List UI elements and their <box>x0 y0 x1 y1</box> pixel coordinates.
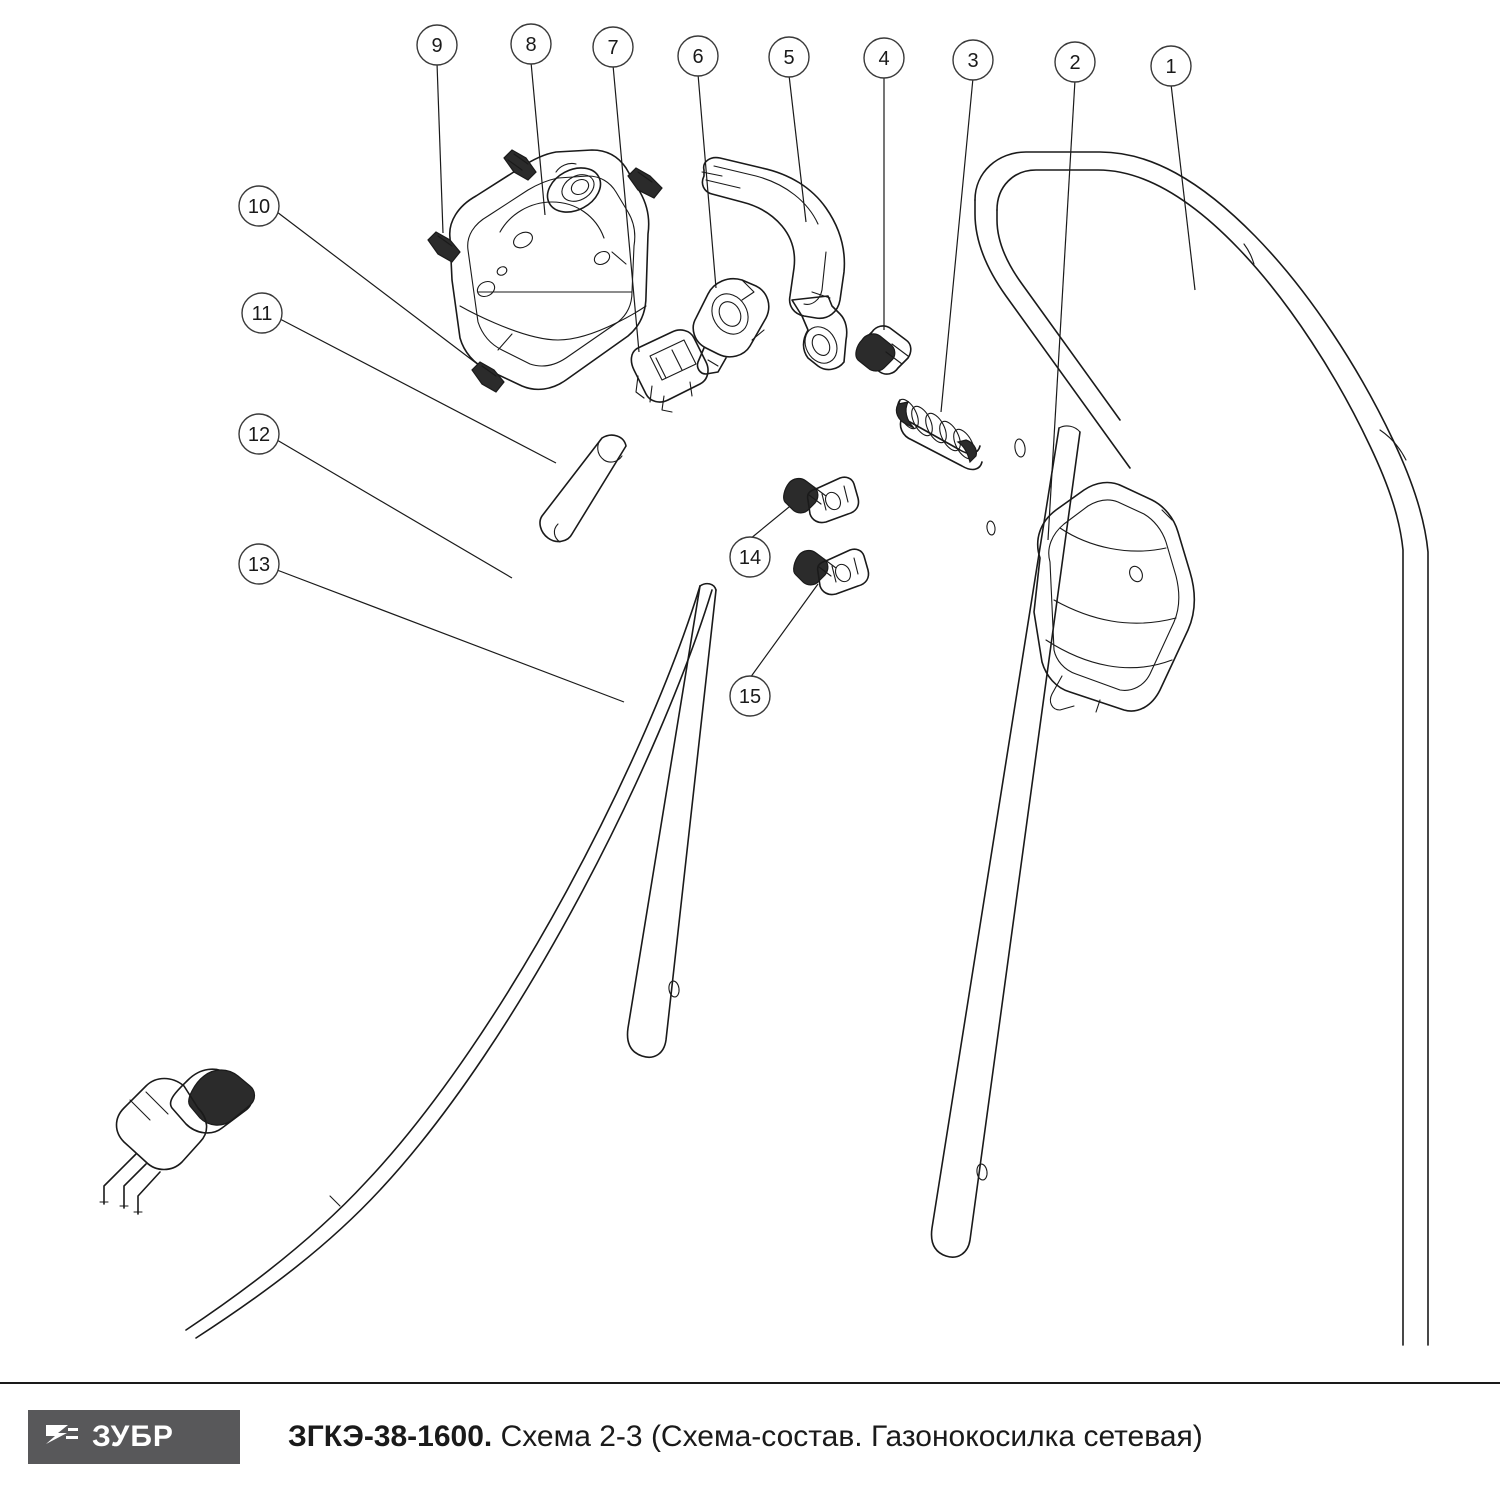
callout-7[interactable] <box>593 27 633 67</box>
callout-bubbles <box>239 24 1191 716</box>
callout-14-label: 14 <box>738 547 762 569</box>
leader-lines <box>277 62 1195 702</box>
callout-6[interactable] <box>678 36 718 76</box>
callout-12[interactable] <box>239 414 279 454</box>
scheme-description: Схема 2-3 (Схема-состав. Газонокосилка сетевая) <box>500 1420 1203 1453</box>
callout-14[interactable] <box>730 537 770 577</box>
callout-5-label: 5 <box>783 47 795 69</box>
callout-11-label: 11 <box>251 303 273 325</box>
part-switch-housing <box>450 150 649 389</box>
brand-logo <box>28 1410 240 1464</box>
footer <box>0 1382 1500 1500</box>
callout-11[interactable] <box>242 293 282 333</box>
brand-name: ЗУБР <box>92 1420 174 1453</box>
part-left-handle-tube <box>628 584 716 1058</box>
part-switch-block <box>631 330 708 412</box>
part-cable-clip-upper <box>784 477 859 522</box>
diagram-caption <box>288 1420 1203 1454</box>
callout-8[interactable] <box>511 24 551 64</box>
callout-13[interactable] <box>239 544 279 584</box>
part-screw-housing-side <box>628 168 662 198</box>
callout-4[interactable] <box>864 38 904 78</box>
callout-1-label: 1 <box>1165 56 1177 78</box>
callout-2-label: 2 <box>1069 52 1081 74</box>
callout-4-label: 4 <box>878 48 890 70</box>
callout-10-label: 10 <box>247 196 271 218</box>
footer-content <box>28 1410 1203 1464</box>
callout-9[interactable] <box>417 25 457 65</box>
callout-12-label: 12 <box>247 424 271 446</box>
part-bolt-short <box>856 326 911 374</box>
callout-9-label: 9 <box>431 35 443 57</box>
callout-5[interactable] <box>769 37 809 77</box>
callout-6-label: 6 <box>692 46 704 68</box>
part-safety-lever <box>702 158 847 370</box>
callout-13-label: 13 <box>247 554 271 576</box>
zubr-arrow-icon <box>42 1420 82 1454</box>
part-cable-clip-lower <box>794 549 869 594</box>
callout-3[interactable] <box>953 40 993 80</box>
callout-7-label: 7 <box>607 37 619 59</box>
part-screw-9 <box>428 232 460 262</box>
callout-10[interactable] <box>239 186 279 226</box>
part-screw-10 <box>472 362 504 392</box>
model-number: ЗГКЭ-38-1600. <box>288 1420 493 1453</box>
part-power-cord-with-plug <box>100 586 712 1338</box>
callout-1[interactable] <box>1151 46 1191 86</box>
part-handle-grip-sleeve <box>540 435 626 542</box>
callout-15-label: 15 <box>738 686 762 708</box>
part-lower-handle-tube-right <box>932 426 1080 1257</box>
callout-15[interactable] <box>730 676 770 716</box>
callout-3-label: 3 <box>967 50 979 72</box>
part-coil-spring <box>893 396 982 469</box>
callout-2[interactable] <box>1055 42 1095 82</box>
callout-8-label: 8 <box>525 34 537 56</box>
part-upper-handle-bar <box>975 152 1428 1345</box>
power-plug <box>100 1069 255 1214</box>
